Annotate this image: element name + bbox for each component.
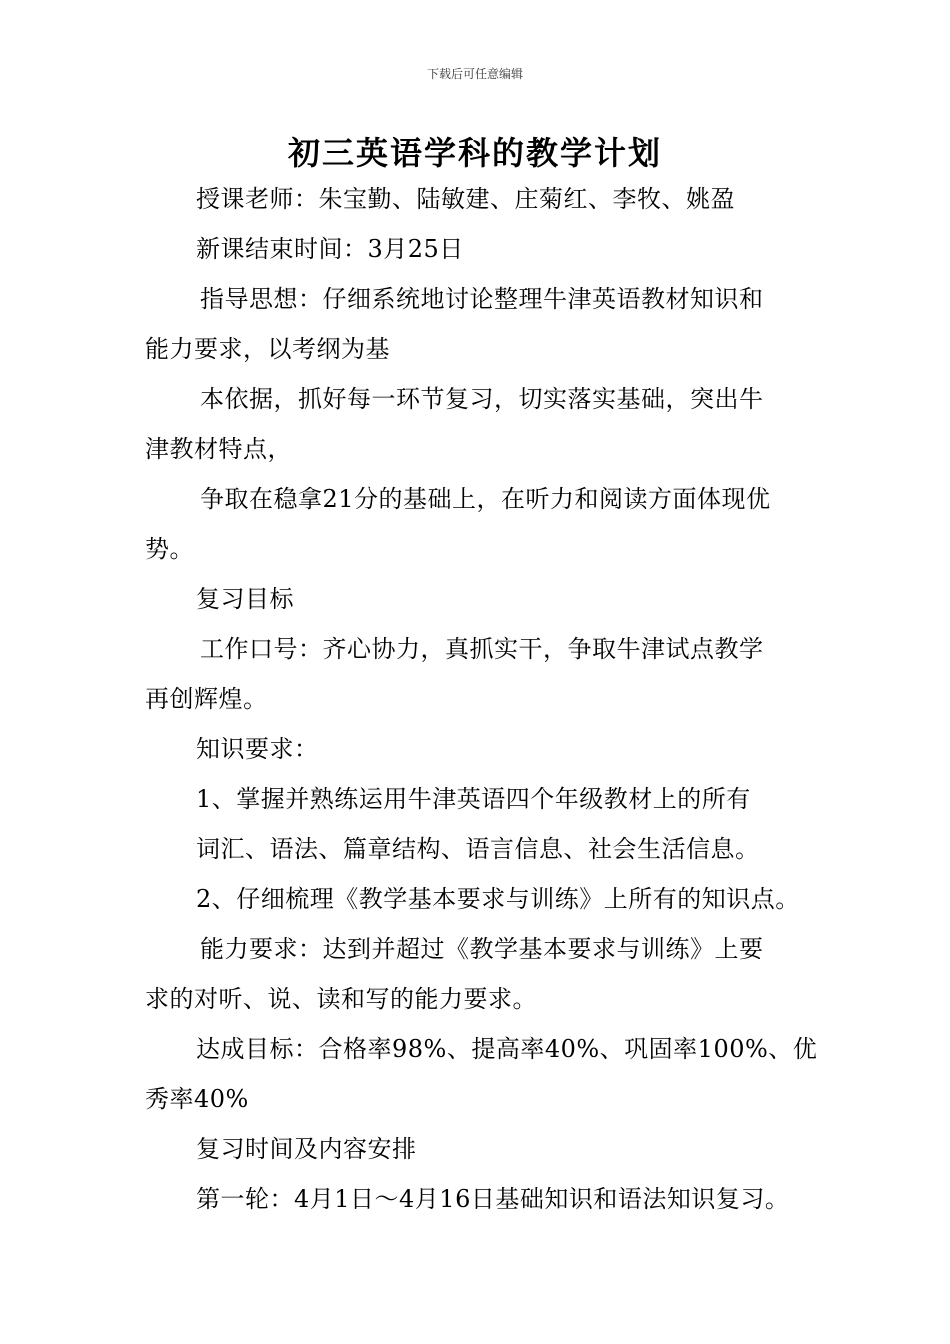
list-item: 2、仔细梳理《教学基本要求与训练》上所有的知识点。 [196, 885, 800, 913]
paragraph-line: 津教材特点， [145, 435, 292, 463]
teachers-line: 授课老师：朱宝勤、陆敏建、庄菊红、李牧、姚盈 [196, 185, 735, 213]
document-title: 初三英语学科的教学计划 [287, 134, 662, 172]
paragraph-line: 秀率40% [145, 1085, 249, 1113]
paragraph-line: 能力要求，以考纲为基 [145, 335, 390, 363]
ability-requirements-line: 能力要求：达到并超过《教学基本要求与训练》上要 [200, 935, 764, 963]
first-round-line: 第一轮：4月1日～4月16日基础知识和语法知识复习。 [196, 1185, 790, 1213]
paragraph-line: 本依据，抓好每一环节复习，切实落实基础，突出牛 [200, 385, 764, 413]
paragraph-line: 求的对听、说、读和写的能力要求。 [145, 985, 537, 1013]
section-heading-review-goals: 复习目标 [196, 585, 294, 613]
guiding-thought-line: 指导思想：仔细系统地讨论整理牛津英语教材知识和 [200, 285, 764, 313]
list-item-continuation: 词汇、语法、篇章结构、语言信息、社会生活信息。 [196, 835, 760, 863]
list-item: 1、掌握并熟练运用牛津英语四个年级教材上的所有 [196, 785, 751, 813]
schedule-heading: 复习时间及内容安排 [196, 1135, 417, 1163]
paragraph-line: 争取在稳拿21分的基础上，在听力和阅读方面体现优 [200, 485, 771, 513]
knowledge-requirements-heading: 知识要求： [196, 735, 319, 763]
paragraph-line: 再创辉煌。 [145, 685, 268, 713]
paragraph-line: 势。 [145, 535, 194, 563]
header-note: 下载后可任意编辑 [426, 67, 523, 81]
work-slogan-line: 工作口号：齐心协力，真抓实干，争取牛津试点教学 [200, 635, 764, 663]
course-end-line: 新课结束时间：3月25日 [196, 235, 464, 263]
achievement-targets-line: 达成目标：合格率98%、提高率40%、巩固率100%、优 [196, 1035, 818, 1063]
